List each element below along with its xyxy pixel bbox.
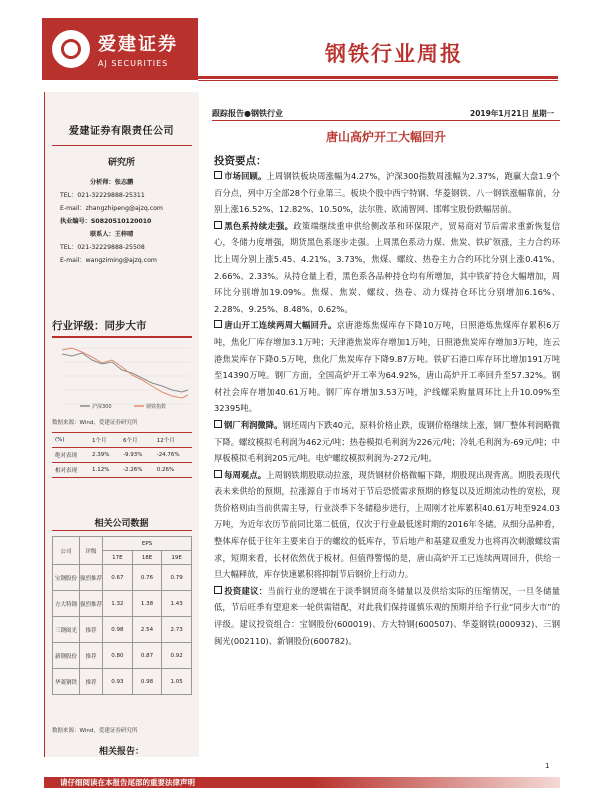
- perf-header-cell: (%): [55, 437, 65, 443]
- bullet-box-icon: [214, 221, 222, 229]
- paragraph-head: 投资建议：: [224, 585, 268, 596]
- header-divider-thin: [198, 80, 558, 81]
- table-row: [53, 591, 192, 617]
- rating-divider: [52, 336, 192, 338]
- table-cell: 0.80: [103, 643, 133, 669]
- table-cell: 0.93: [103, 669, 133, 695]
- company-divider: [52, 145, 192, 146]
- perf-header-cell: 12个月: [156, 438, 175, 444]
- company-name: 爱建证券有限责任公司: [69, 126, 174, 137]
- analyst-name: 分析师：张志鹏: [90, 179, 134, 186]
- bullet-box-icon: [214, 320, 222, 328]
- table-row: [53, 669, 192, 695]
- table-cell: 0.67: [103, 565, 133, 591]
- table-cell: -24.76%: [156, 452, 180, 458]
- analyst-contacts: [60, 176, 195, 267]
- paragraph-profit: [214, 417, 560, 467]
- table-row: [53, 643, 192, 669]
- bullet-box-icon: [214, 470, 222, 478]
- table-cell: 推荐: [80, 669, 103, 695]
- table-cell: -2.26%: [123, 467, 143, 473]
- paragraph-text: 上周钢铁期股联动拉涨，现货钢材价格微幅下降，期股现出现背离。期股表现代表未来供给的预期，拉涨源自于市场对于节后恐慌需求预期的修复以及近期流动性的宽松，现货价格则由当前供需主导，行业淡季下冬储稳步进行，上周刚才社库累积40.61万吨至924.03万吨，为近年农历节前同比第二低值，仅次于行业最低迷时期的2016年冬储。从细分品种看，整体库存低于往年主要来自于的螺纹的低库存，节后地产和基建双重发力也将再次刺激螺纹需求，短期来看，长材依然优于板材。但值得警惕的是，唐山高炉开工已连续两周回升，供给一旦大幅释放，库存快速累积将抑制节后钢价上行动力。: [214, 469, 560, 580]
- analyst-license: 执业编号：S0820510120010: [60, 218, 152, 225]
- table-cell: 三钢闽光: [53, 617, 80, 643]
- paragraph-text: 政策端继续重申供给侧改革和环保限产，贸易商对节后需求重新恢复信心，冬储力度增强，期货黑色系逐步走强。上周黑色系动力煤、焦炭、铁矿领涨，主力合约环比上周分别上涨5.45、4.21%、3.73%，焦煤、螺纹、热卷主力合约环比分别上涨0.41%、2.66%、2.33%。从持仓量上看，黑色系各品种持仓均有所增加，其中铁矿持仓大幅增加，周环比分别增加19.09%。焦煤、焦炭、螺纹、热卷、动力煤持仓环比分别增加6.16%、2.28%、9.25%、8.48%、0.62%。: [214, 220, 560, 314]
- table-cell: 新钢股份: [53, 643, 80, 669]
- meta-divider: [212, 120, 560, 121]
- paragraph-black-series: [214, 218, 560, 318]
- table-cell: 1.32: [103, 591, 133, 617]
- bullet-box-icon: [214, 586, 222, 594]
- corp-subheader: 17E: [103, 551, 133, 565]
- paragraph-text: 上周钢铁板块周涨幅为4.27%，沪深300指数周涨幅为2.37%，跑赢大盘1.9个百分点，列中万全部28个行业第三。板块个股中西宁特钢、华菱钢铁、八一钢铁涨幅靠前，分别上涨16.52%、12.82%、10.50%，法尔胜、欧浦智网、邯郸宝股份跌幅居前。: [214, 171, 560, 215]
- table-cell: 1.43: [162, 591, 192, 617]
- analyst-tel: TEL：021-32229888-25311: [60, 192, 145, 199]
- paragraph-tangshan: [214, 317, 560, 417]
- table-cell: 1.05: [162, 669, 192, 695]
- paragraph-text: 京唐港炼焦煤库存下降10万吨，日照港炼焦煤库存累积6万吨，焦化厂库存增加3.1万吨；天津港焦炭库存增加1万吨，日照港焦炭库存增加3万吨，连云港焦炭库存下降0.5万吨，焦化厂焦炭库存下降9.87万吨。铁矿石港口库存环比增加191万吨至14390万吨。钢厂方面，全国高炉开工率为64.92%，唐山高炉开工率回升至57.32%。钢材社会库存增加40.61万吨。钢厂库存增加3.53万吨，沪线螺采购量周环比上升10.09%至32395吨。: [214, 320, 560, 414]
- table-cell: 华菱钢铁: [53, 669, 80, 695]
- paragraph-head: 唐山开工连续两周大幅回升。: [224, 320, 337, 331]
- table-row: [52, 448, 192, 463]
- logo-cn-text: 爱建证券: [98, 34, 178, 55]
- table-cell: 方大特钢: [53, 591, 80, 617]
- corp-divider: [52, 530, 192, 531]
- table-cell: 1.12%: [92, 467, 110, 473]
- table-row: [52, 463, 192, 478]
- paragraph-market-review: [214, 168, 560, 218]
- legend-label-hs300: 沪深300: [92, 404, 112, 410]
- table-cell: 强烈推荐: [80, 565, 103, 591]
- table-cell: 推荐: [80, 643, 103, 669]
- company-data-table: [52, 536, 192, 695]
- related-reports-title: 相关报告：: [98, 747, 144, 757]
- table-cell: 1.38: [132, 591, 162, 617]
- legend-label-steel: 钢铁指数: [146, 404, 167, 410]
- report-title: 唐山高炉开工大幅回升: [325, 130, 446, 144]
- corp-subheader: 19E: [162, 551, 192, 565]
- logo-en-text: AJ SECURITIES: [98, 59, 169, 68]
- corp-header-eps: EPS: [103, 537, 192, 551]
- report-type: 跟踪报告●钢铁行业: [212, 109, 283, 118]
- performance-table: [52, 433, 192, 478]
- paragraph-head: 每周观点。: [224, 469, 267, 480]
- related-companies-title: 相关公司数据: [94, 519, 149, 529]
- page-number: 1: [545, 762, 550, 770]
- table-cell: 宝钢股份: [53, 565, 80, 591]
- paragraph-head: 黑色系持续走强。: [224, 220, 294, 231]
- table-cell: 0.98: [132, 669, 162, 695]
- key-points-body: [214, 168, 560, 649]
- table-cell: 2.73: [162, 617, 192, 643]
- table-cell: -9.93%: [123, 452, 143, 458]
- corp-header-rating: 评级: [80, 537, 103, 565]
- table-cell: 0.87: [132, 643, 162, 669]
- paragraph-weekly-view: [214, 467, 560, 583]
- table-row: [53, 617, 192, 643]
- performance-table-wrap: [52, 432, 192, 478]
- table-cell: 强烈推荐: [80, 591, 103, 617]
- table-cell: 2.54: [132, 617, 162, 643]
- research-dept-title: 研究所: [107, 158, 135, 168]
- table-cell: 绝对表现: [55, 453, 78, 459]
- perf-header-cell: 1个月: [92, 438, 107, 444]
- contact-email: E-mail：wangziming@ajzq.com: [60, 257, 157, 264]
- key-points-heading: 投资要点：: [214, 155, 267, 167]
- paragraph-text: 钢坯周内下跌40元，原料价格止跌，废钢价格继续上涨，钢厂整体利润略微下降。螺纹模拟毛利润为462元/吨；热卷模拟毛利润为226元/吨；冷轧毛利润为-69元/吨；中厚板模拟毛利润205元/吨。电炉螺纹模拟利润为-272元/吨。: [214, 419, 560, 464]
- logo-mark-icon: [52, 30, 90, 68]
- table-cell: 0.92: [162, 643, 192, 669]
- paragraph-text: 当前行业的逻辑在于淡季钢贸商冬储量以及供给实际的压缩情况，一旦冬储量低，节后旺季有望迎来一轮供需错配，对此我们保持谨慎乐观的预期并给予行业“同步大市”的评级。建议投资组合：宝钢股份(600019)、方大特钢(600507)、华菱钢铁(000932)、三钢闽光(002110)、新钢股份(600782)。: [214, 585, 560, 646]
- footer-gradient-bar: [310, 777, 560, 788]
- brand-logo: [42, 18, 198, 80]
- index-performance-chart: [52, 340, 192, 412]
- bullet-box-icon: [214, 420, 222, 428]
- bullet-box-icon: [214, 171, 222, 179]
- perf-header-row: [52, 433, 192, 448]
- report-date: 2019年1月21日 星期一: [470, 109, 555, 118]
- report-series-title: 钢铁行业周报: [325, 42, 463, 66]
- table-cell: 0.26%: [156, 467, 175, 473]
- table-cell: 0.76: [132, 565, 162, 591]
- table-cell: 相对表现: [55, 468, 78, 474]
- paragraph-head: 市场回顾。: [224, 171, 267, 181]
- analyst-email: E-mail：zhangzhipeng@ajzq.com: [60, 205, 163, 212]
- paragraph-investment-advice: [214, 583, 560, 649]
- corp-subheader: 18E: [132, 551, 162, 565]
- table-cell: 2.39%: [92, 452, 110, 458]
- paragraph-head: 钢厂利润微降。: [224, 419, 283, 430]
- header-divider: [198, 76, 558, 79]
- footer-disclaimer: 请仔细阅读在本报告尾部的重要法律声明: [60, 778, 195, 787]
- table-cell: 0.79: [162, 565, 192, 591]
- perf-header-cell: 6个月: [123, 438, 138, 444]
- sidebar-border: [44, 92, 45, 757]
- chart-source: 数据来源：Wind，爱建证券研究所: [52, 420, 138, 426]
- contact-tel: TEL：021-32229888-25508: [60, 244, 145, 251]
- table-cell: 0.98: [103, 617, 133, 643]
- table-row: [53, 565, 192, 591]
- contact-name: 联系人：王梓晴: [90, 231, 134, 238]
- corp-source: 数据来源：Wind，爱建证券研究所: [52, 728, 138, 734]
- industry-rating: 行业评级：同步大市: [52, 320, 147, 332]
- table-cell: 推荐: [80, 617, 103, 643]
- corp-header-company: 公司: [53, 537, 80, 565]
